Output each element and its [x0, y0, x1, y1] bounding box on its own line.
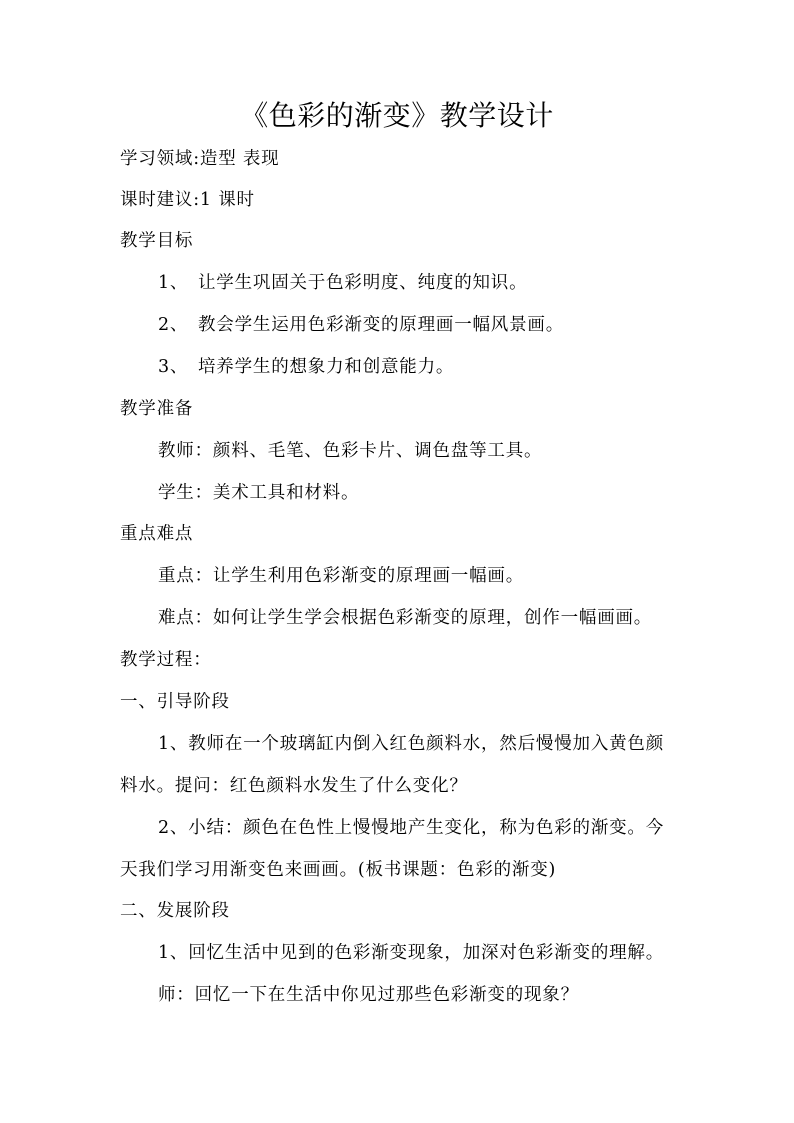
stage2-teacher-question: 师：回忆一下在生活中你见过那些色彩渐变的现象？ — [158, 985, 579, 1005]
stage1-item2-line1: 2、小结：颜色在色性上慢慢地产生变化，称为色彩的渐变。今 — [158, 818, 665, 838]
objective-text: 教会学生运用色彩渐变的原理画一幅风景画。 — [198, 315, 564, 335]
document-title: 《色彩的渐变》教学设计 — [240, 99, 554, 132]
objective-item-1 — [158, 271, 527, 295]
stage1-item1-line1: 1、教师在一个玻璃缸内倒入红色颜料水，然后慢慢加入黄色颜 — [158, 734, 665, 754]
student-preparation: 学生：美术工具和材料。 — [158, 483, 360, 503]
objective-item-2 — [158, 313, 564, 337]
learning-domain-line: 学习领域:造型 表现 — [120, 149, 280, 169]
keypoints-heading: 重点难点 — [120, 524, 194, 544]
stage1-heading: 一、引导阶段 — [120, 692, 230, 712]
objective-number: 3、 — [158, 357, 189, 377]
stage1-item1-line2: 料水。提问：红色颜料水发生了什么变化？ — [120, 776, 468, 796]
stage2-heading: 二、发展阶段 — [120, 901, 230, 921]
objective-number: 2、 — [158, 315, 189, 335]
objective-text: 培养学生的想象力和创意能力。 — [198, 357, 455, 377]
key-point-line: 重点：让学生利用色彩渐变的原理画一幅画。 — [158, 566, 524, 586]
objectives-heading: 教学目标 — [120, 231, 194, 251]
stage2-item1: 1、回忆生活中见到的色彩渐变现象，加深对色彩渐变的理解。 — [158, 943, 665, 963]
objective-text: 让学生巩固关于色彩明度、纯度的知识。 — [198, 273, 528, 293]
process-heading: 教学过程： — [120, 650, 212, 670]
objective-number: 1、 — [158, 273, 189, 293]
teacher-preparation: 教师：颜料、毛笔、色彩卡片、调色盘等工具。 — [158, 441, 543, 461]
preparation-heading: 教学准备 — [120, 399, 194, 419]
difficult-point-line: 难点：如何让学生学会根据色彩渐变的原理，创作一幅画画。 — [158, 608, 653, 628]
objective-item-3 — [158, 355, 454, 379]
lesson-hours-line: 课时建议:1 课时 — [120, 190, 255, 210]
stage1-item2-line2: 天我们学习用渐变色来画画。(板书课题：色彩的渐变) — [120, 860, 557, 880]
